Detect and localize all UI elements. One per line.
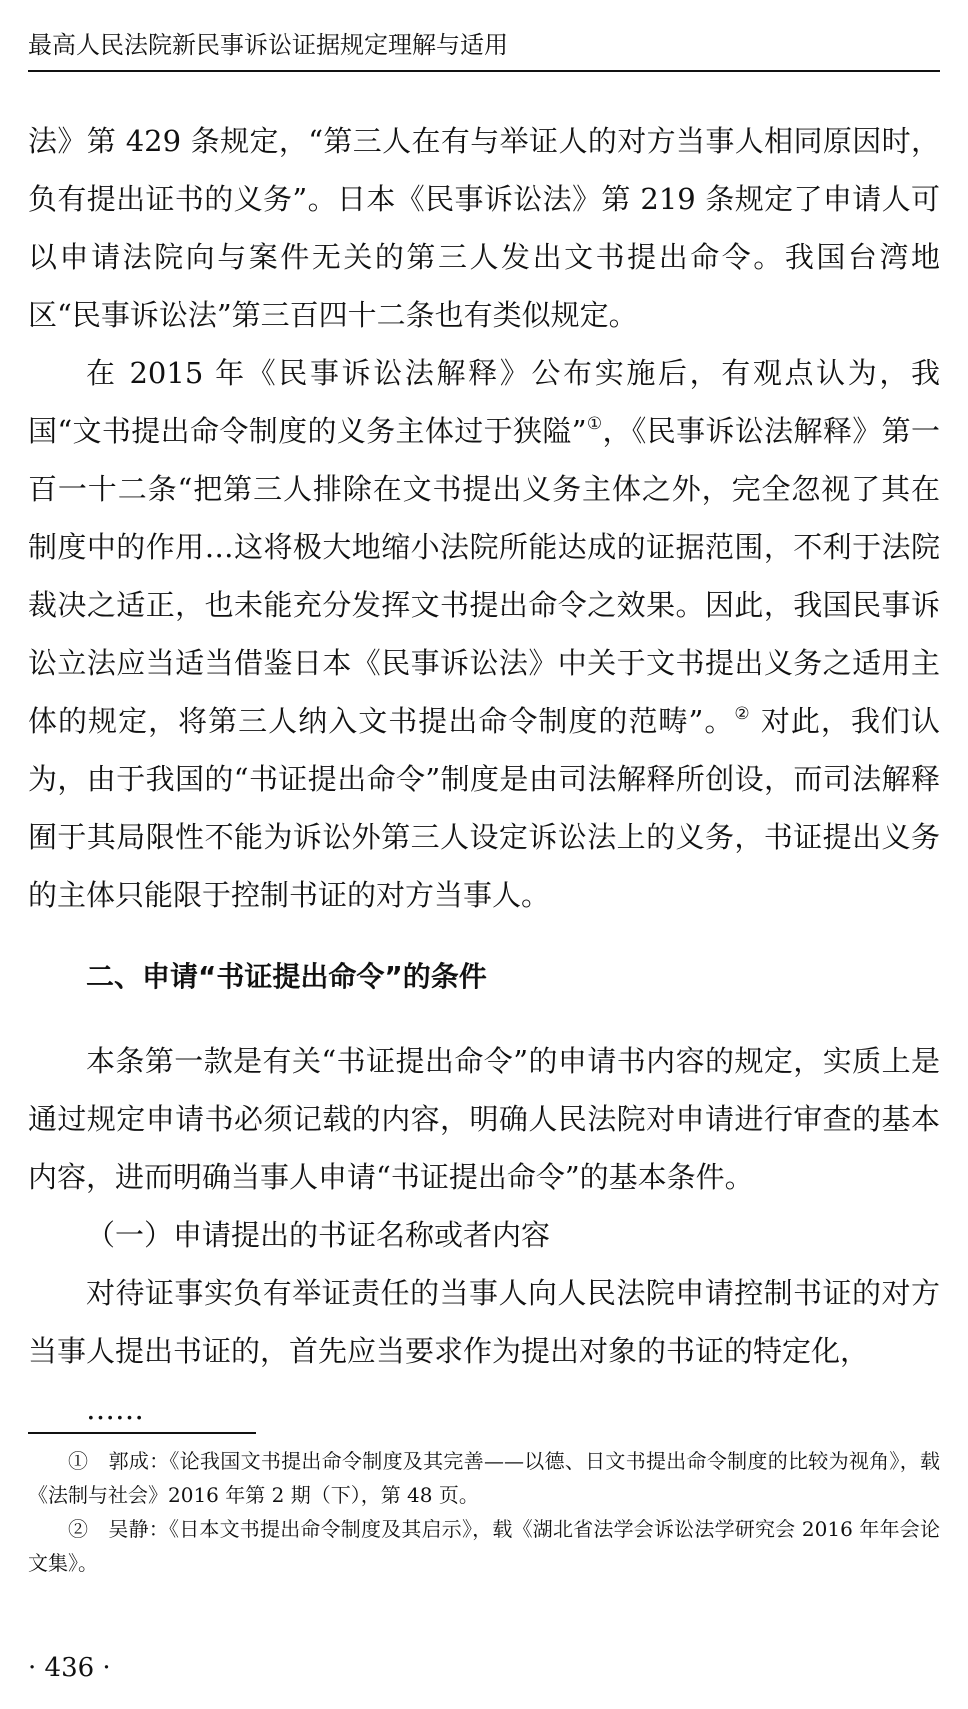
footnote-rule — [28, 1432, 256, 1434]
ellipsis: …… — [86, 1392, 144, 1426]
page-number: · 436 · — [28, 1653, 111, 1683]
paragraph-part-b: ，《民事诉讼法解释》第一百一十二条“把第三人排除在文书提出义务主体之外，完全忽视了其在制度中的作用…这将极大地缩小法院所能达成的证据范围，不利于法院裁决之适正，也未能充分发挥文书提出命令之效果。因此，我国民事诉讼立法应当适当借鉴日本《民事诉讼法》中关于文书提出义务之适用主体的规定，将第三人纳入文书提出命令制度的范畴”。 — [28, 414, 940, 738]
paragraph-burden-of-proof: 对待证事实负有举证责任的当事人向人民法院申请控制书证的对方当事人提出书证的，首先应当要求作为提出对象的书证的特定化， — [28, 1276, 940, 1368]
section-heading: 二、申请“书证提出命令”的条件 — [86, 960, 487, 993]
footnotes — [28, 1444, 940, 1580]
paragraph-part-c: 对此，我们认为，由于我国的“书证提出命令”制度是由司法解释所创设，而司法解释囿于其局限性不能为诉讼外第三人设定诉讼法上的义务，书证提出义务的主体只能限于控制书证的对方当事人。 — [28, 704, 940, 912]
body-text — [28, 112, 940, 1438]
footnote-2: ② 吴静：《日本文书提出命令制度及其启示》，载《湖北省法学会诉讼法学研究会 2016 年年会论文集》。 — [28, 1517, 940, 1575]
running-header: 最高人民法院新民事诉讼证据规定理解与适用 — [28, 31, 508, 59]
footnote-ref-1: ① — [586, 414, 603, 434]
paragraph-part-a: 在 2015 年《民事诉讼法解释》公布实施后，有观点认为，我国“文书提出命令制度的义务主体过于狭隘” — [28, 356, 940, 448]
footnote-ref-2: ② — [734, 704, 751, 724]
paragraph-application-content: 本条第一款是有关“书证提出命令”的申请书内容的规定，实质上是通过规定申请书必须记载的内容，明确人民法院对申请进行审查的基本内容，进而明确当事人申请“书证提出命令”的基本条件。 — [28, 1044, 940, 1194]
paragraph-third-party-view — [28, 344, 940, 924]
header-rule — [28, 70, 940, 72]
footnote-1: ① 郭成：《论我国文书提出命令制度及其完善——以德、日文书提出命令制度的比较为视角》，载《法制与社会》2016 年第 2 期（下），第 48 页。 — [28, 1449, 940, 1507]
subheading: （一）申请提出的书证名称或者内容 — [86, 1218, 551, 1252]
paragraph-continuation: 法》第 429 条规定，“第三人在有与举证人的对方当事人相同原因时，负有提出证书的义务”。日本《民事诉讼法》第 219 条规定了申请人可以申请法院向与案件无关的第三人发出文书提出命令。我国台湾地区“民事诉讼法”第三百四十二条也有类似规定。 — [28, 124, 940, 332]
